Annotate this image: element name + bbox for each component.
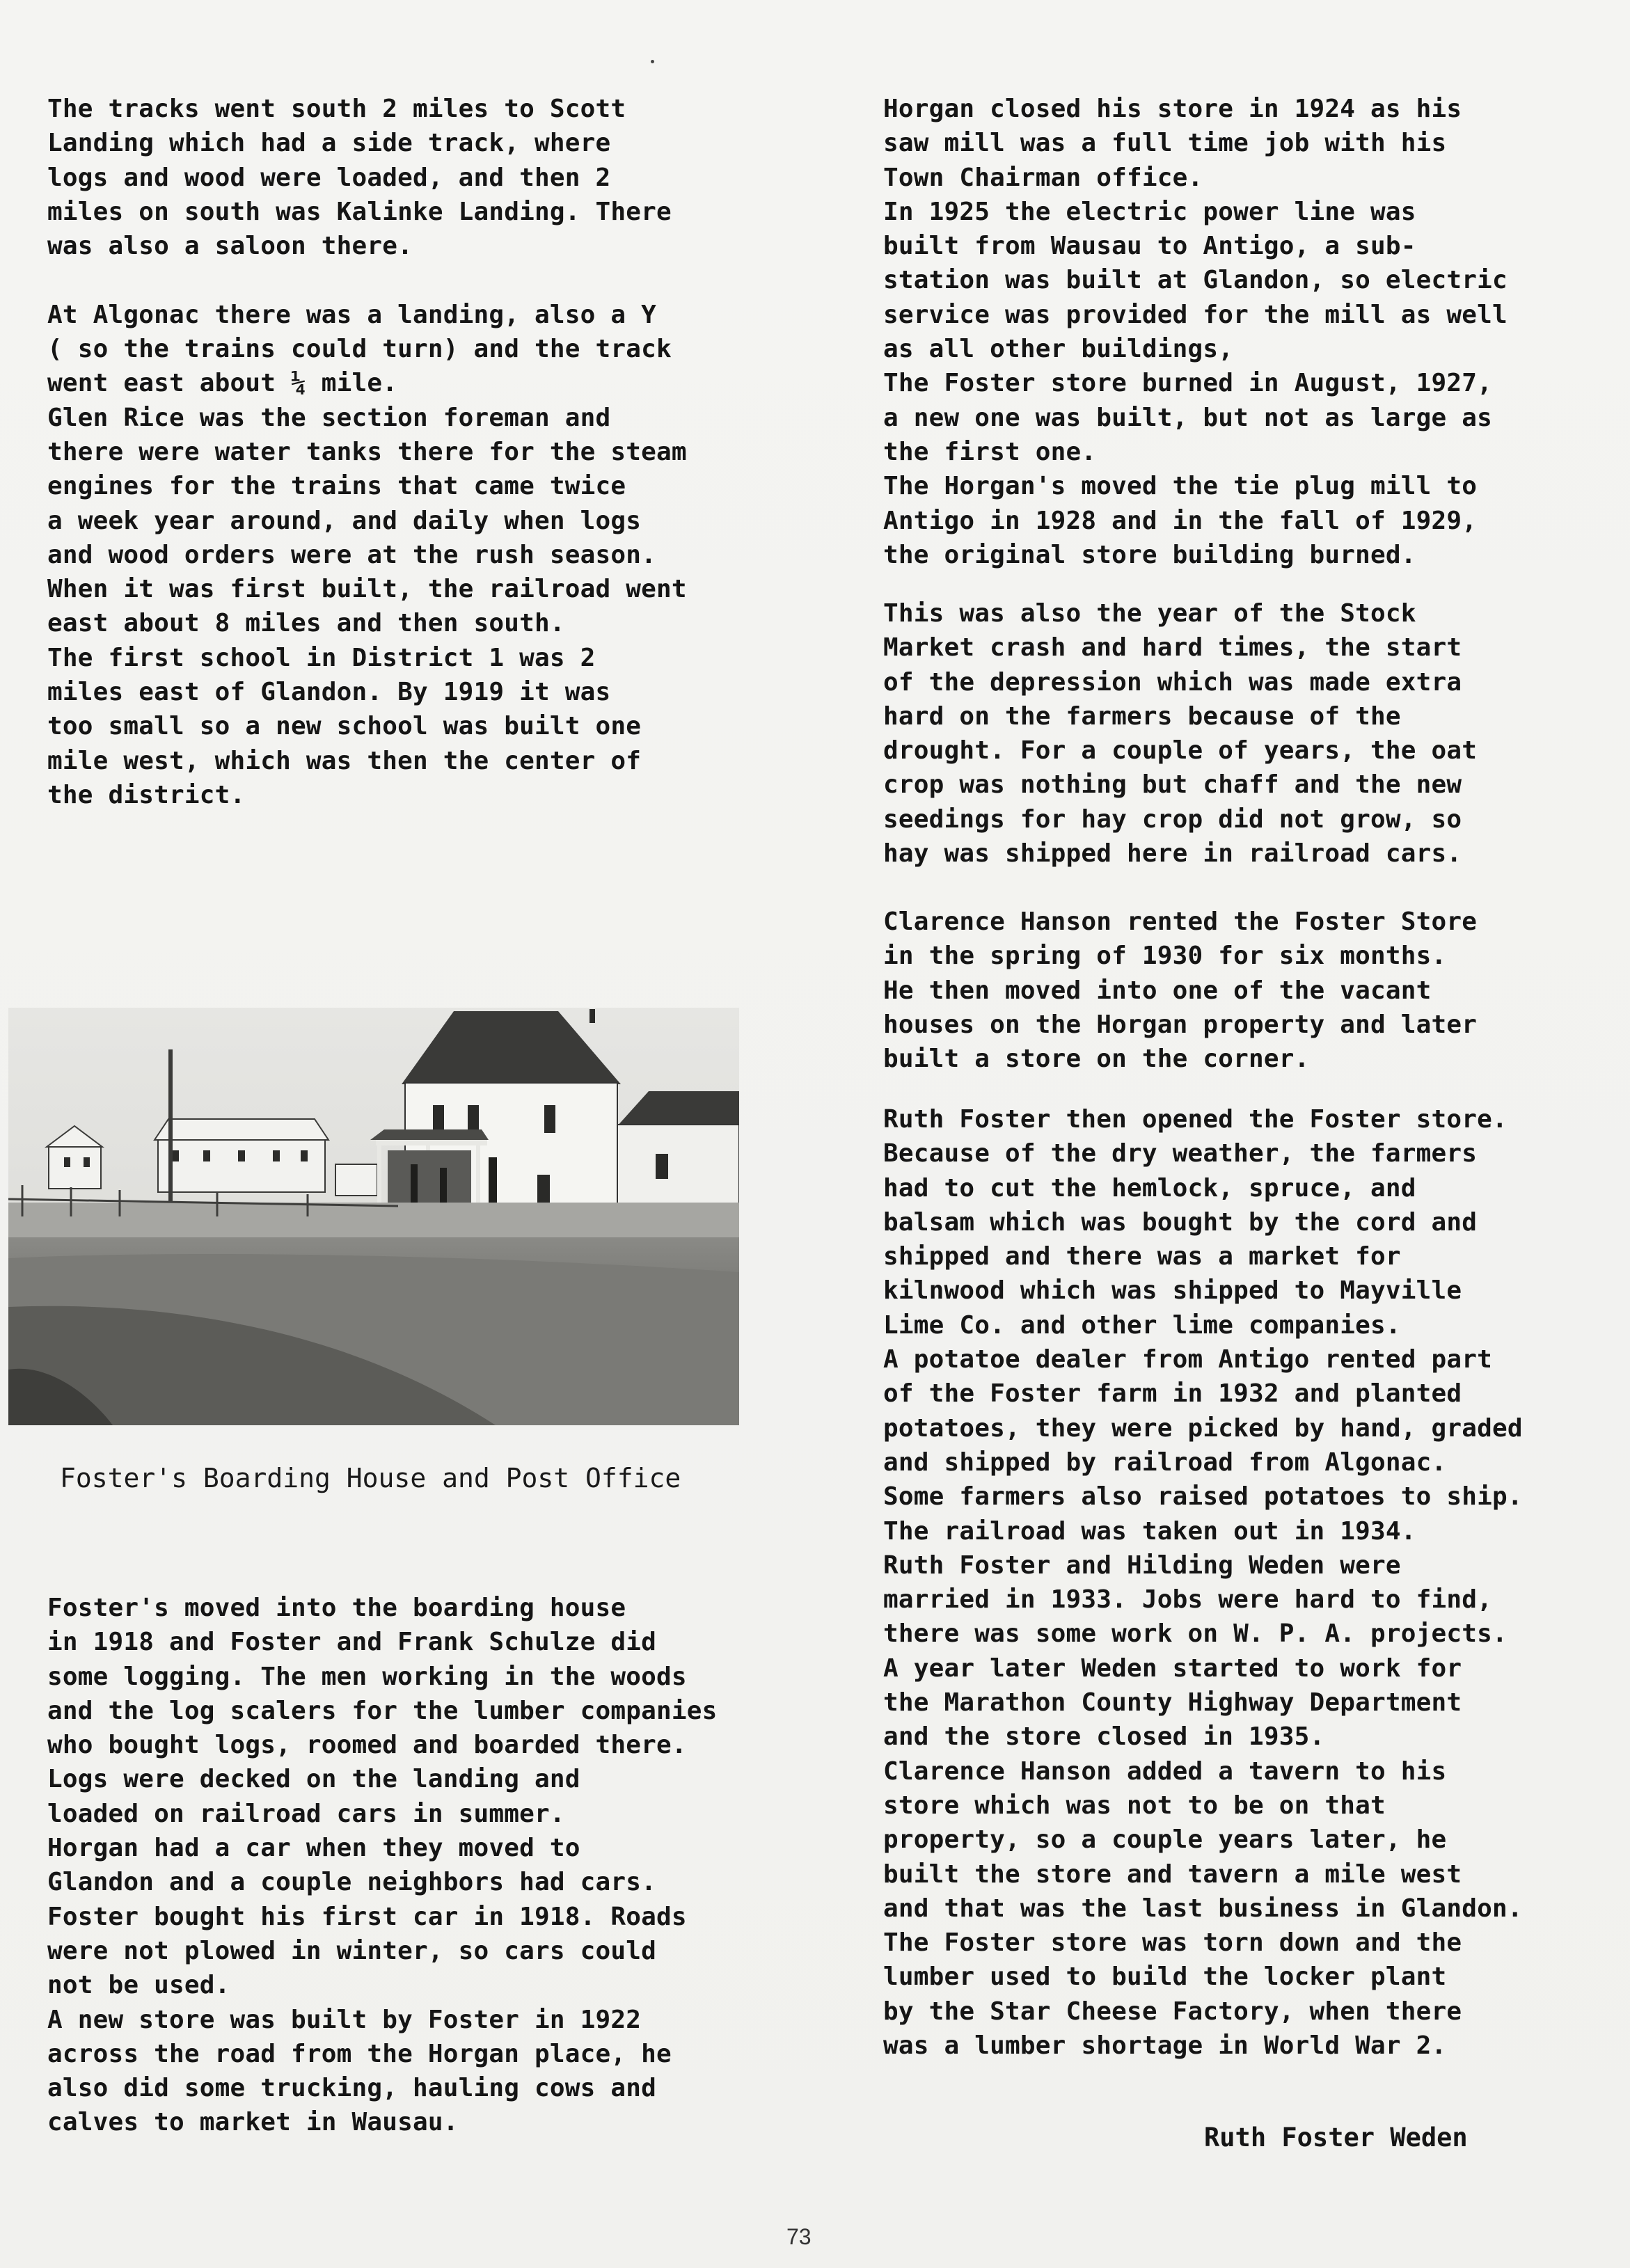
ink-dot xyxy=(651,60,654,63)
text-line: logs and wood were loaded, and then 2 xyxy=(47,163,611,192)
text-line: In 1925 the electric power line was xyxy=(883,197,1416,226)
text-line: kilnwood which was shipped to Mayville xyxy=(883,1276,1462,1306)
text-line: had to cut the hemlock, spruce, and xyxy=(883,1173,1416,1203)
text-line: Ruth Foster then opened the Foster store. xyxy=(883,1105,1508,1134)
text-line: there was some work on W. P. A. projects. xyxy=(883,1619,1508,1649)
text-line: At Algonac there was a landing, also a Y xyxy=(47,300,656,329)
text-line: When it was first built, the railroad went xyxy=(47,575,687,604)
text-line: loaded on railroad cars in summer. xyxy=(47,1799,565,1828)
right-column-para-4 xyxy=(883,1102,1523,2063)
text-line: store which was not to be on that xyxy=(883,1791,1386,1820)
text-line: and that was the last business in Glandon. xyxy=(883,1894,1523,1923)
text-line: potatoes, they were picked by hand, graded xyxy=(883,1413,1523,1443)
text-line: saw mill was a full time job with his xyxy=(883,129,1447,158)
text-line: service was provided for the mill as well xyxy=(883,300,1508,329)
text-line: balsam which was bought by the cord and xyxy=(883,1207,1478,1237)
text-line: calves to market in Wausau. xyxy=(47,2108,459,2137)
text-line: Town Chairman office. xyxy=(883,163,1203,192)
text-line: of the depression which was made extra xyxy=(883,667,1462,697)
text-line: also did some trucking, hauling cows and xyxy=(47,2074,656,2103)
text-line: Foster bought his first car in 1918. Roads xyxy=(47,1902,687,1931)
text-line: built from Wausau to Antigo, a sub- xyxy=(883,232,1416,261)
text-line: Antigo in 1928 and in the fall of 1929, xyxy=(883,506,1478,535)
text-line: Glandon and a couple neighbors had cars. xyxy=(47,1868,656,1897)
text-line: and wood orders were at the rush season. xyxy=(47,540,656,569)
text-line: Landing which had a side track, where xyxy=(47,129,611,158)
text-line: Lime Co. and other lime companies. xyxy=(883,1310,1401,1340)
text-line: was a lumber shortage in World War 2. xyxy=(883,2031,1447,2061)
right-column-para-3 xyxy=(883,905,1477,1076)
text-line: The Horgan's moved the tie plug mill to xyxy=(883,472,1478,501)
text-line: married in 1933. Jobs were hard to find, xyxy=(883,1585,1492,1615)
text-line: miles east of Glandon. By 1919 it was xyxy=(47,678,611,707)
text-line: in 1918 and Foster and Frank Schulze did xyxy=(47,1628,656,1657)
text-line: Some farmers also raised potatoes to ship. xyxy=(883,1482,1523,1512)
boarding-house-photo xyxy=(8,1008,739,1425)
text-line: A potatoe dealer from Antigo rented part xyxy=(883,1345,1492,1374)
text-line: Logs were decked on the landing and xyxy=(47,1765,580,1794)
text-line: mile west, which was then the center of xyxy=(47,746,642,775)
right-column-para-2 xyxy=(883,596,1477,871)
text-line: hay was shipped here in railroad cars. xyxy=(883,839,1462,869)
text-line: as all other buildings, xyxy=(883,335,1234,364)
text-line: This was also the year of the Stock xyxy=(883,599,1416,628)
right-column-para-1 xyxy=(883,92,1508,572)
text-line: the original store building burned. xyxy=(883,540,1416,569)
text-line: The railroad was taken out in 1934. xyxy=(883,1516,1416,1546)
text-line: Market crash and hard times, the start xyxy=(883,633,1462,663)
text-line: and the store closed in 1935. xyxy=(883,1722,1325,1752)
text-line: seedings for hay crop did not grow, so xyxy=(883,804,1462,834)
text-line: A new store was built by Foster in 1922 xyxy=(47,2005,642,2034)
page-number: 73 xyxy=(786,2224,812,2249)
text-line: went east about ¼ mile. xyxy=(47,369,398,398)
text-line: east about 8 miles and then south. xyxy=(47,609,565,638)
text-line: shipped and there was a market for xyxy=(883,1242,1401,1271)
text-line: houses on the Horgan property and later xyxy=(883,1010,1478,1039)
text-line: there were water tanks there for the steam xyxy=(47,437,687,466)
text-line: miles on south was Kalinke Landing. There xyxy=(47,197,672,226)
photo-caption: Foster's Boarding House and Post Office xyxy=(60,1463,681,1493)
text-line: was also a saloon there. xyxy=(47,232,413,261)
text-line: A year later Weden started to work for xyxy=(883,1654,1462,1683)
text-line: built a store on the corner. xyxy=(883,1045,1310,1074)
text-line: the first one. xyxy=(883,437,1097,466)
text-line: lumber used to build the locker plant xyxy=(883,1962,1447,1992)
text-line: Clarence Hanson rented the Foster Store xyxy=(883,907,1478,936)
text-line: who bought logs, roomed and boarded there. xyxy=(47,1731,687,1760)
text-line xyxy=(47,263,687,297)
text-line: a new one was built, but not as large as xyxy=(883,403,1492,432)
text-line: by the Star Cheese Factory, when there xyxy=(883,1997,1462,2026)
text-line: too small so a new school was built one xyxy=(47,712,642,741)
text-line: built the store and tavern a mile west xyxy=(883,1859,1462,1889)
text-line: of the Foster farm in 1932 and planted xyxy=(883,1379,1462,1409)
text-line: Ruth Foster and Hilding Weden were xyxy=(883,1551,1401,1580)
text-line: not be used. xyxy=(47,1971,230,2000)
text-line: property, so a couple years later, he xyxy=(883,1825,1447,1855)
text-line: He then moved into one of the vacant xyxy=(883,976,1432,1005)
text-line: Foster's moved into the boarding house xyxy=(47,1594,626,1622)
author-signature: Ruth Foster Weden xyxy=(1204,2123,1468,2152)
text-line: Because of the dry weather, the farmers xyxy=(883,1139,1478,1168)
text-line: Glen Rice was the section foreman and xyxy=(47,403,611,432)
text-line: across the road from the Horgan place, he xyxy=(47,2039,672,2068)
text-line: ( so the trains could turn) and the track xyxy=(47,335,672,364)
text-line: The Foster store burned in August, 1927, xyxy=(883,369,1492,398)
text-line: were not plowed in winter, so cars could xyxy=(47,1936,656,1965)
text-line: and shipped by railroad from Algonac. xyxy=(883,1448,1447,1477)
text-line: drought. For a couple of years, the oat xyxy=(883,736,1478,766)
text-line: Horgan had a car when they moved to xyxy=(47,1834,580,1863)
left-column-bottom xyxy=(47,1591,717,2140)
text-line: engines for the trains that came twice xyxy=(47,472,626,501)
text-line: The Foster store was torn down and the xyxy=(883,1928,1462,1958)
text-line: crop was nothing but chaff and the new xyxy=(883,770,1462,800)
text-line: some logging. The men working in the woods xyxy=(47,1662,687,1691)
text-line: The first school in District 1 was 2 xyxy=(47,643,596,672)
text-line: station was built at Glandon, so electric xyxy=(883,266,1508,295)
text-line: in the spring of 1930 for six months. xyxy=(883,942,1447,971)
text-line: hard on the farmers because of the xyxy=(883,701,1401,731)
text-line: Horgan closed his store in 1924 as his xyxy=(883,95,1462,123)
text-line: The tracks went south 2 miles to Scott xyxy=(47,95,626,123)
text-line: and the log scalers for the lumber companies xyxy=(47,1696,718,1725)
left-column-top xyxy=(47,92,687,812)
text-line: a week year around, and daily when logs xyxy=(47,506,642,535)
text-line: the Marathon County Highway Department xyxy=(883,1688,1462,1718)
text-line: the district. xyxy=(47,780,246,809)
text-line: Clarence Hanson added a tavern to his xyxy=(883,1756,1447,1786)
